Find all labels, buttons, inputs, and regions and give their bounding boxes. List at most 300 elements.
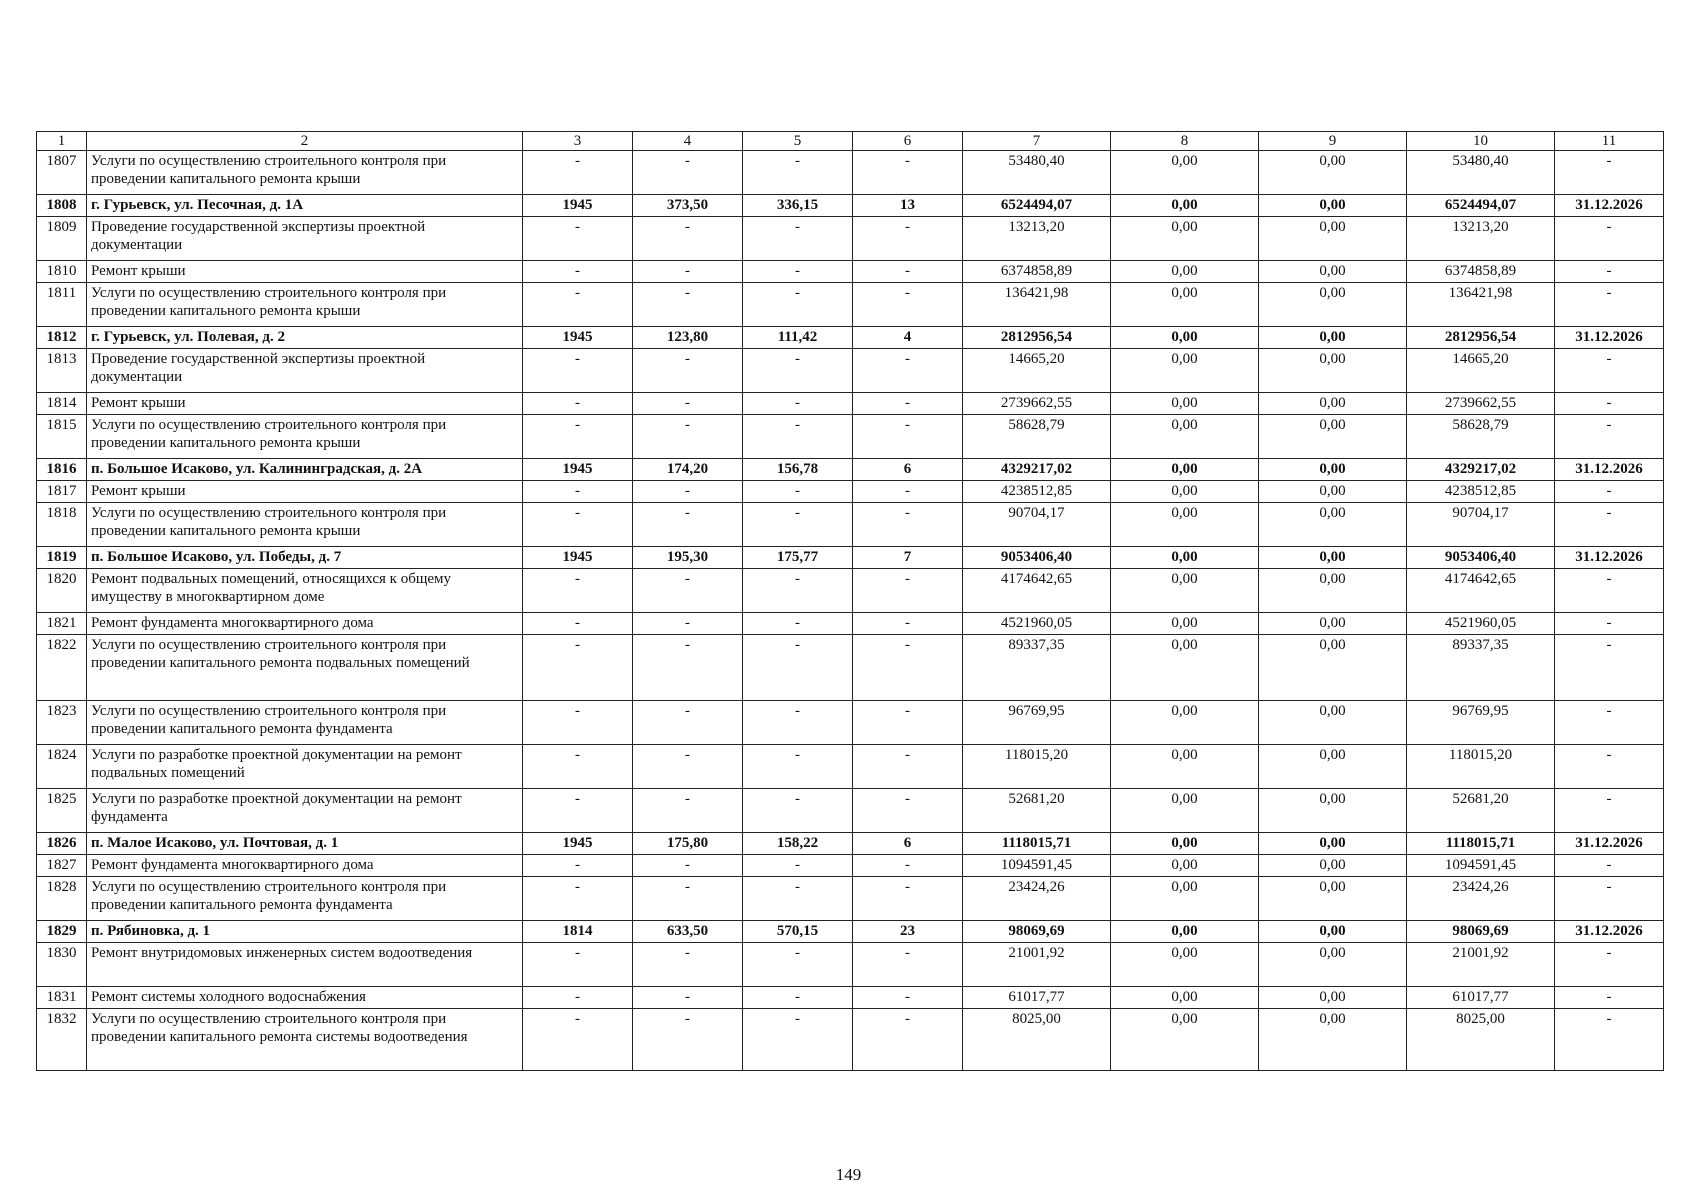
table-cell: 8025,00 <box>1407 1009 1555 1071</box>
work-item-row <box>37 789 1664 833</box>
table-cell: 52681,20 <box>963 789 1111 833</box>
table-cell: 6524494,07 <box>963 195 1111 217</box>
table-cell: Услуги по разработке проектной документации на ремонт фундамента <box>87 789 523 833</box>
table-cell: 4329217,02 <box>1407 459 1555 481</box>
table-cell: - <box>523 261 633 283</box>
table-cell: - <box>523 481 633 503</box>
table-cell: 96769,95 <box>1407 701 1555 745</box>
table-cell: - <box>1555 393 1664 415</box>
column-number-header-row <box>37 132 1664 151</box>
table-cell: 0,00 <box>1259 415 1407 459</box>
table-cell: 0,00 <box>1111 745 1259 789</box>
table-cell: 2812956,54 <box>963 327 1111 349</box>
table-cell: - <box>853 151 963 195</box>
table-cell: 6 <box>853 833 963 855</box>
work-item-row <box>37 283 1664 327</box>
table-cell: - <box>633 745 743 789</box>
table-cell: - <box>1555 635 1664 701</box>
table-cell: 1832 <box>37 1009 87 1071</box>
address-row <box>37 547 1664 569</box>
table-cell: 89337,35 <box>1407 635 1555 701</box>
table-cell: - <box>523 349 633 393</box>
work-item-row <box>37 701 1664 745</box>
table-cell: 1808 <box>37 195 87 217</box>
table-cell: 53480,40 <box>1407 151 1555 195</box>
table-cell: 1118015,71 <box>1407 833 1555 855</box>
work-item-row <box>37 503 1664 547</box>
table-cell: 1828 <box>37 877 87 921</box>
table-cell: 96769,95 <box>963 701 1111 745</box>
table-cell: 7 <box>853 547 963 569</box>
table-cell: - <box>1555 481 1664 503</box>
table-cell: - <box>1555 569 1664 613</box>
table-cell: 23424,26 <box>1407 877 1555 921</box>
table-cell: 6374858,89 <box>963 261 1111 283</box>
table-cell: Услуги по осуществлению строительного контроля при проведении капитального ремонта фундамента <box>87 701 523 745</box>
table-cell: - <box>1555 877 1664 921</box>
table-cell: Ремонт крыши <box>87 393 523 415</box>
table-cell: 0,00 <box>1111 569 1259 613</box>
table-cell: - <box>853 855 963 877</box>
table-cell: - <box>1555 943 1664 987</box>
table-cell: 1818 <box>37 503 87 547</box>
address-row <box>37 459 1664 481</box>
table-cell: - <box>1555 745 1664 789</box>
table-cell: 0,00 <box>1111 943 1259 987</box>
table-cell: 8025,00 <box>963 1009 1111 1071</box>
table-cell: 1827 <box>37 855 87 877</box>
work-item-row <box>37 745 1664 789</box>
table-cell: 1831 <box>37 987 87 1009</box>
table-cell: - <box>853 789 963 833</box>
table-cell: 1823 <box>37 701 87 745</box>
table-cell: 0,00 <box>1111 503 1259 547</box>
table-cell: 4 <box>853 327 963 349</box>
table-cell: 1819 <box>37 547 87 569</box>
table-cell: п. Большое Исаково, ул. Победы, д. 7 <box>87 547 523 569</box>
table-cell: - <box>1555 283 1664 327</box>
table-cell: 1809 <box>37 217 87 261</box>
table-cell: 0,00 <box>1111 613 1259 635</box>
address-row <box>37 833 1664 855</box>
table-cell: 31.12.2026 <box>1555 195 1664 217</box>
table-cell: 0,00 <box>1259 459 1407 481</box>
table-cell: 0,00 <box>1111 481 1259 503</box>
table-cell: - <box>1555 987 1664 1009</box>
header-cell: 8 <box>1111 132 1259 151</box>
table-cell: 6524494,07 <box>1407 195 1555 217</box>
table-cell: - <box>853 481 963 503</box>
work-item-row <box>37 635 1664 701</box>
table-cell: - <box>853 283 963 327</box>
table-cell: - <box>853 745 963 789</box>
table-cell: 1811 <box>37 283 87 327</box>
table-cell: 1945 <box>523 195 633 217</box>
table-cell: 4521960,05 <box>963 613 1111 635</box>
table-cell: 13 <box>853 195 963 217</box>
table-cell: 0,00 <box>1111 789 1259 833</box>
table-cell: - <box>853 877 963 921</box>
table-cell: - <box>853 261 963 283</box>
table-cell: 0,00 <box>1111 987 1259 1009</box>
table-cell: 0,00 <box>1259 349 1407 393</box>
table-cell: 136421,98 <box>1407 283 1555 327</box>
table-cell: - <box>523 503 633 547</box>
table-cell: 1814 <box>523 921 633 943</box>
table-cell: - <box>743 877 853 921</box>
table-cell: - <box>853 569 963 613</box>
table-cell: - <box>853 415 963 459</box>
table-cell: Ремонт фундамента многоквартирного дома <box>87 855 523 877</box>
table-cell: - <box>1555 789 1664 833</box>
table-cell: 0,00 <box>1111 283 1259 327</box>
table-cell: 1824 <box>37 745 87 789</box>
table-cell: - <box>743 701 853 745</box>
table-cell: 0,00 <box>1259 877 1407 921</box>
table-cell: - <box>1555 701 1664 745</box>
table-cell: 90704,17 <box>963 503 1111 547</box>
table-cell: 58628,79 <box>963 415 1111 459</box>
table-cell: - <box>523 217 633 261</box>
table-cell: 0,00 <box>1111 415 1259 459</box>
address-row <box>37 195 1664 217</box>
table-cell: 31.12.2026 <box>1555 327 1664 349</box>
table-cell: 373,50 <box>633 195 743 217</box>
table-cell: 0,00 <box>1259 943 1407 987</box>
table-cell: - <box>743 217 853 261</box>
table-cell: 0,00 <box>1111 195 1259 217</box>
table-cell: - <box>743 987 853 1009</box>
table-cell: 111,42 <box>743 327 853 349</box>
table-cell: - <box>743 1009 853 1071</box>
table-cell: 195,30 <box>633 547 743 569</box>
table-cell: 1830 <box>37 943 87 987</box>
table-cell: - <box>633 415 743 459</box>
table-cell: - <box>523 789 633 833</box>
table-cell: 0,00 <box>1259 701 1407 745</box>
table-cell: - <box>523 943 633 987</box>
table-cell: - <box>633 217 743 261</box>
table-cell: 0,00 <box>1259 855 1407 877</box>
table-cell: - <box>523 877 633 921</box>
work-item-row <box>37 613 1664 635</box>
table-cell: - <box>743 415 853 459</box>
table-cell: 1815 <box>37 415 87 459</box>
table-cell: - <box>633 569 743 613</box>
table-cell: - <box>523 283 633 327</box>
header-cell: 7 <box>963 132 1111 151</box>
table-cell: 0,00 <box>1259 283 1407 327</box>
work-item-row <box>37 349 1664 393</box>
table-cell: Услуги по осуществлению строительного контроля при проведении капитального ремонта крыши <box>87 415 523 459</box>
table-cell: 4174642,65 <box>1407 569 1555 613</box>
table-cell: 58628,79 <box>1407 415 1555 459</box>
table-cell: - <box>743 481 853 503</box>
header-cell: 3 <box>523 132 633 151</box>
table-cell: - <box>1555 415 1664 459</box>
table-cell: 0,00 <box>1111 877 1259 921</box>
table-cell: 14665,20 <box>963 349 1111 393</box>
address-row <box>37 327 1664 349</box>
table-cell: Ремонт подвальных помещений, относящихся к общему имуществу в многоквартирном доме <box>87 569 523 613</box>
table-cell: - <box>523 701 633 745</box>
header-cell: 4 <box>633 132 743 151</box>
table-body <box>37 132 1664 1071</box>
table-cell: 1812 <box>37 327 87 349</box>
table-cell: 0,00 <box>1111 393 1259 415</box>
table-cell: - <box>853 503 963 547</box>
table-cell: - <box>743 349 853 393</box>
table-cell: - <box>633 701 743 745</box>
table-cell: 158,22 <box>743 833 853 855</box>
table-cell: 0,00 <box>1259 987 1407 1009</box>
table-cell: 52681,20 <box>1407 789 1555 833</box>
table-cell: Услуги по разработке проектной документации на ремонт подвальных помещений <box>87 745 523 789</box>
table-cell: 175,80 <box>633 833 743 855</box>
header-cell: 11 <box>1555 132 1664 151</box>
table-cell: 0,00 <box>1259 613 1407 635</box>
table-cell: 1825 <box>37 789 87 833</box>
table-cell: - <box>853 349 963 393</box>
work-item-row <box>37 943 1664 987</box>
table-cell: 2739662,55 <box>1407 393 1555 415</box>
header-cell: 5 <box>743 132 853 151</box>
table-cell: Услуги по осуществлению строительного контроля при проведении капитального ремонта фундамента <box>87 877 523 921</box>
table-cell: п. Малое Исаково, ул. Почтовая, д. 1 <box>87 833 523 855</box>
table-cell: 90704,17 <box>1407 503 1555 547</box>
table-cell: 61017,77 <box>1407 987 1555 1009</box>
table-cell: - <box>523 745 633 789</box>
work-item-row <box>37 855 1664 877</box>
table-cell: 1821 <box>37 613 87 635</box>
header-cell: 9 <box>1259 132 1407 151</box>
table-cell: 21001,92 <box>1407 943 1555 987</box>
table-cell: 0,00 <box>1259 745 1407 789</box>
table-cell: п. Рябиновка, д. 1 <box>87 921 523 943</box>
table-cell: г. Гурьевск, ул. Песочная, д. 1А <box>87 195 523 217</box>
table-cell: 14665,20 <box>1407 349 1555 393</box>
table-cell: 156,78 <box>743 459 853 481</box>
table-cell: - <box>633 151 743 195</box>
table-cell: - <box>523 1009 633 1071</box>
table-cell: - <box>1555 503 1664 547</box>
table-cell: 0,00 <box>1259 195 1407 217</box>
table-cell: Ремонт системы холодного водоснабжения <box>87 987 523 1009</box>
table-cell: 0,00 <box>1259 261 1407 283</box>
table-cell: - <box>523 569 633 613</box>
table-cell: 1813 <box>37 349 87 393</box>
table-cell: 118015,20 <box>1407 745 1555 789</box>
table-cell: 0,00 <box>1111 327 1259 349</box>
table-cell: Ремонт крыши <box>87 261 523 283</box>
table-cell: 0,00 <box>1259 481 1407 503</box>
table-cell: - <box>853 613 963 635</box>
table-cell: - <box>633 481 743 503</box>
table-cell: 13213,20 <box>963 217 1111 261</box>
page-number: 149 <box>835 1165 862 1184</box>
table-cell: - <box>1555 217 1664 261</box>
work-item-row <box>37 261 1664 283</box>
table-cell: - <box>633 393 743 415</box>
table-cell: - <box>633 855 743 877</box>
table-cell: 1118015,71 <box>963 833 1111 855</box>
table-cell: 174,20 <box>633 459 743 481</box>
table-cell: Услуги по осуществлению строительного контроля при проведении капитального ремонта крыши <box>87 151 523 195</box>
table-cell: - <box>853 987 963 1009</box>
table-cell: 0,00 <box>1111 921 1259 943</box>
table-cell: 0,00 <box>1259 151 1407 195</box>
table-cell: 31.12.2026 <box>1555 833 1664 855</box>
work-item-row <box>37 217 1664 261</box>
table-cell: - <box>743 745 853 789</box>
table-cell: 6 <box>853 459 963 481</box>
table-cell: 1094591,45 <box>963 855 1111 877</box>
table-cell: 1820 <box>37 569 87 613</box>
table-cell: 9053406,40 <box>1407 547 1555 569</box>
table-cell: 61017,77 <box>963 987 1111 1009</box>
table-cell: 4329217,02 <box>963 459 1111 481</box>
table-cell: 1829 <box>37 921 87 943</box>
table-cell: 336,15 <box>743 195 853 217</box>
table-cell: 0,00 <box>1111 459 1259 481</box>
table-cell: 1945 <box>523 833 633 855</box>
table-cell: 1817 <box>37 481 87 503</box>
table-cell: 0,00 <box>1259 635 1407 701</box>
table-cell: - <box>633 349 743 393</box>
table-cell: 0,00 <box>1111 217 1259 261</box>
work-item-row <box>37 569 1664 613</box>
table-cell: 2812956,54 <box>1407 327 1555 349</box>
table-cell: 1826 <box>37 833 87 855</box>
table-cell: 0,00 <box>1111 547 1259 569</box>
address-row <box>37 921 1664 943</box>
table-cell: 1094591,45 <box>1407 855 1555 877</box>
table-cell: 89337,35 <box>963 635 1111 701</box>
table-cell: Проведение государственной экспертизы проектной документации <box>87 217 523 261</box>
table-cell: 1945 <box>523 327 633 349</box>
table-cell: 0,00 <box>1259 503 1407 547</box>
table-cell: 118015,20 <box>963 745 1111 789</box>
table-cell: - <box>523 613 633 635</box>
table-cell: 1816 <box>37 459 87 481</box>
table-cell: 31.12.2026 <box>1555 459 1664 481</box>
work-item-row <box>37 877 1664 921</box>
table-cell: - <box>743 503 853 547</box>
table-cell: Ремонт внутридомовых инженерных систем водоотведения <box>87 943 523 987</box>
table-cell: Услуги по осуществлению строительного контроля при проведении капитального ремонта подвальных помещений <box>87 635 523 701</box>
table-cell: - <box>743 569 853 613</box>
table-cell: 0,00 <box>1111 635 1259 701</box>
header-cell: 2 <box>87 132 523 151</box>
table-cell: Услуги по осуществлению строительного контроля при проведении капитального ремонта системы водоотведения <box>87 1009 523 1071</box>
table-cell: 98069,69 <box>963 921 1111 943</box>
table-cell: 633,50 <box>633 921 743 943</box>
table-cell: 175,77 <box>743 547 853 569</box>
table-cell: - <box>853 393 963 415</box>
work-item-row <box>37 415 1664 459</box>
table-cell: 0,00 <box>1259 547 1407 569</box>
table-cell: - <box>633 283 743 327</box>
table-cell: Ремонт крыши <box>87 481 523 503</box>
work-item-row <box>37 151 1664 195</box>
table-cell: 0,00 <box>1111 261 1259 283</box>
table-cell: 21001,92 <box>963 943 1111 987</box>
table-cell: 2739662,55 <box>963 393 1111 415</box>
table-cell: 4238512,85 <box>963 481 1111 503</box>
table-cell: - <box>1555 613 1664 635</box>
data-table <box>36 131 1664 1071</box>
table-cell: 1945 <box>523 547 633 569</box>
table-cell: - <box>633 987 743 1009</box>
table-cell: 0,00 <box>1259 1009 1407 1071</box>
table-cell: 0,00 <box>1259 921 1407 943</box>
table-cell: 1810 <box>37 261 87 283</box>
table-cell: - <box>633 789 743 833</box>
table-cell: - <box>633 503 743 547</box>
table-cell: - <box>743 855 853 877</box>
table-cell: Проведение государственной экспертизы проектной документации <box>87 349 523 393</box>
table-cell: - <box>743 789 853 833</box>
table-cell: 1807 <box>37 151 87 195</box>
table-cell: 0,00 <box>1111 151 1259 195</box>
table-cell: 98069,69 <box>1407 921 1555 943</box>
table-cell: г. Гурьевск, ул. Полевая, д. 2 <box>87 327 523 349</box>
table-cell: 0,00 <box>1259 833 1407 855</box>
table-cell: 0,00 <box>1111 855 1259 877</box>
table-cell: 1814 <box>37 393 87 415</box>
table-cell: - <box>743 393 853 415</box>
table-cell: 0,00 <box>1111 701 1259 745</box>
table-cell: - <box>1555 349 1664 393</box>
table-cell: 0,00 <box>1111 833 1259 855</box>
table-cell: 0,00 <box>1259 569 1407 613</box>
table-cell: - <box>1555 151 1664 195</box>
table-cell: - <box>1555 1009 1664 1071</box>
table-cell: - <box>743 613 853 635</box>
table-cell: - <box>633 261 743 283</box>
table-cell: 6374858,89 <box>1407 261 1555 283</box>
work-item-row <box>37 393 1664 415</box>
table-cell: 4238512,85 <box>1407 481 1555 503</box>
table-cell: 0,00 <box>1259 789 1407 833</box>
table-cell: 4174642,65 <box>963 569 1111 613</box>
table-cell: - <box>853 635 963 701</box>
table-cell: - <box>743 151 853 195</box>
table-cell: - <box>743 261 853 283</box>
work-item-row <box>37 987 1664 1009</box>
table-cell: Услуги по осуществлению строительного контроля при проведении капитального ремонта крыши <box>87 283 523 327</box>
table-cell: - <box>523 151 633 195</box>
table-cell: - <box>633 1009 743 1071</box>
table-cell: 570,15 <box>743 921 853 943</box>
table-cell: - <box>1555 855 1664 877</box>
table-cell: - <box>523 635 633 701</box>
table-cell: 0,00 <box>1259 393 1407 415</box>
table-cell: п. Большое Исаково, ул. Калининградская, д. 2А <box>87 459 523 481</box>
header-cell: 1 <box>37 132 87 151</box>
table-cell: - <box>853 217 963 261</box>
table-cell: 1945 <box>523 459 633 481</box>
table-cell: - <box>633 877 743 921</box>
table-cell: - <box>743 635 853 701</box>
table-cell: 0,00 <box>1259 327 1407 349</box>
header-cell: 10 <box>1407 132 1555 151</box>
table-cell: 31.12.2026 <box>1555 547 1664 569</box>
table-cell: 123,80 <box>633 327 743 349</box>
table-cell: - <box>633 943 743 987</box>
table-cell: 9053406,40 <box>963 547 1111 569</box>
table-cell: 23 <box>853 921 963 943</box>
